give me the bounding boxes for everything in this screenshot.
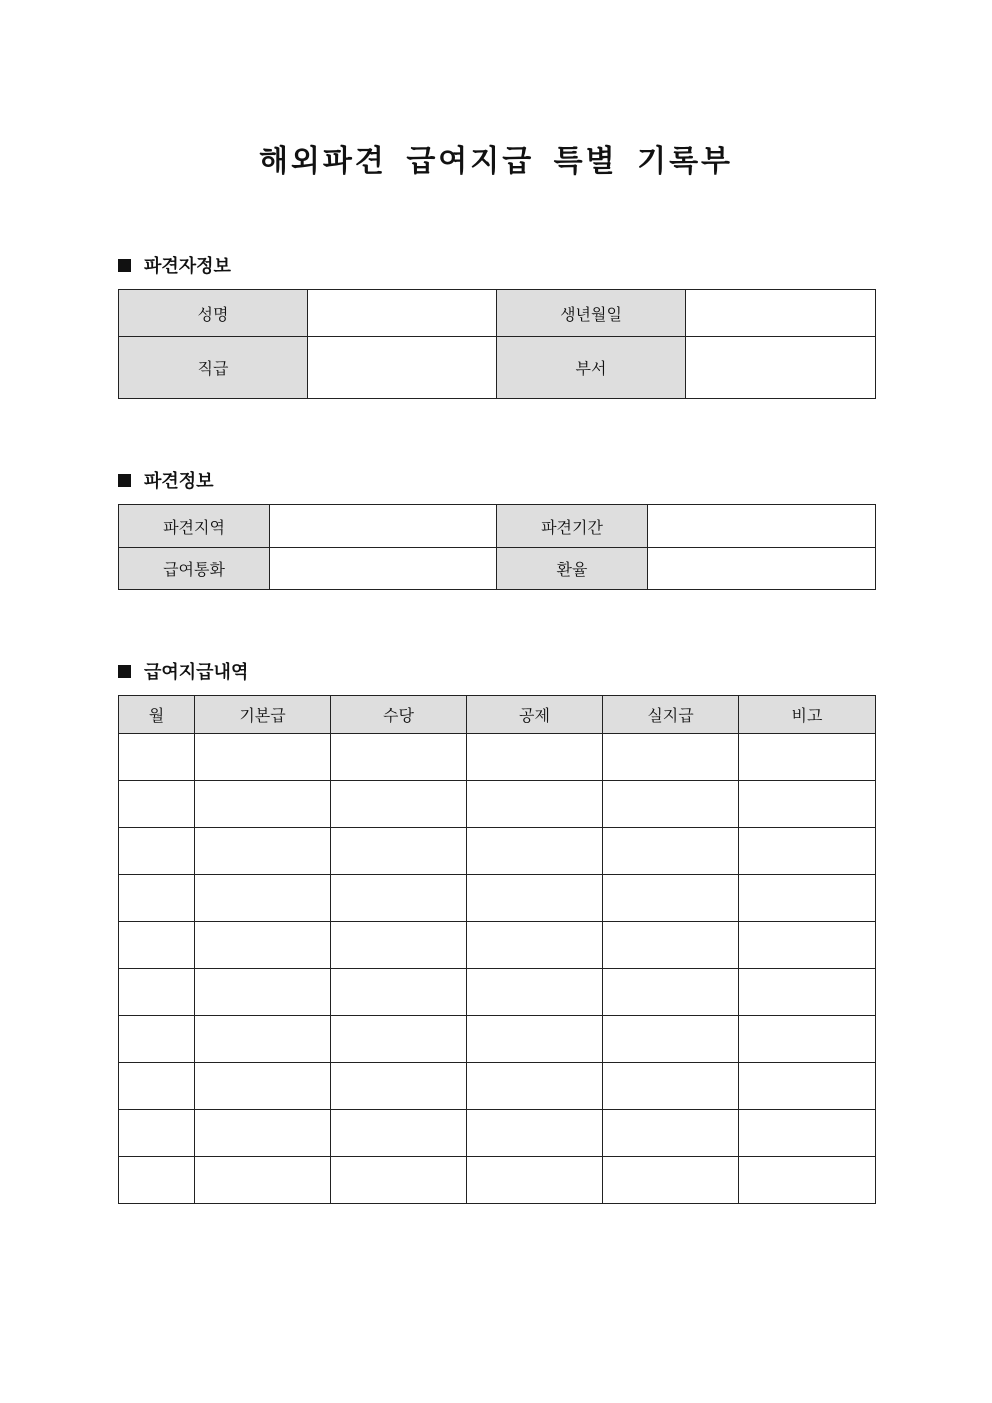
section-title: 파견정보 <box>144 471 214 492</box>
department-field[interactable] <box>686 337 876 399</box>
month-cell[interactable] <box>119 1157 195 1204</box>
dispatch-region-field[interactable] <box>270 505 497 548</box>
square-bullet-icon <box>118 259 131 272</box>
month-cell[interactable] <box>119 828 195 875</box>
deduction-cell[interactable] <box>467 734 603 781</box>
net-pay-cell[interactable] <box>603 1157 739 1204</box>
section-heading-payroll <box>118 659 248 683</box>
table-row <box>119 337 876 399</box>
document-title: 해외파견 급여지급 특별 기록부 <box>258 144 734 179</box>
deduction-cell[interactable] <box>467 1157 603 1204</box>
remarks-cell[interactable] <box>739 922 876 969</box>
table-row <box>119 875 876 922</box>
net-pay-cell[interactable] <box>603 781 739 828</box>
exchange-rate-field[interactable] <box>648 548 876 590</box>
table-row <box>119 781 876 828</box>
table-row <box>119 290 876 337</box>
label-department: 부서 <box>497 337 686 399</box>
rank-field[interactable] <box>308 337 497 399</box>
column-header-remarks: 비고 <box>739 696 876 734</box>
base-pay-cell[interactable] <box>195 781 331 828</box>
month-cell[interactable] <box>119 1016 195 1063</box>
label-birthdate: 생년월일 <box>497 290 686 337</box>
deduction-cell[interactable] <box>467 875 603 922</box>
table-row <box>119 969 876 1016</box>
birthdate-field[interactable] <box>686 290 876 337</box>
deduction-cell[interactable] <box>467 969 603 1016</box>
square-bullet-icon <box>118 665 131 678</box>
column-header-deduction: 공제 <box>467 696 603 734</box>
deduction-cell[interactable] <box>467 1063 603 1110</box>
deduction-cell[interactable] <box>467 1016 603 1063</box>
remarks-cell[interactable] <box>739 734 876 781</box>
remarks-cell[interactable] <box>739 969 876 1016</box>
net-pay-cell[interactable] <box>603 1110 739 1157</box>
table-row <box>119 734 876 781</box>
base-pay-cell[interactable] <box>195 1110 331 1157</box>
base-pay-cell[interactable] <box>195 828 331 875</box>
allowance-cell[interactable] <box>331 1063 467 1110</box>
column-header-base-pay: 기본급 <box>195 696 331 734</box>
table-row <box>119 548 876 590</box>
net-pay-cell[interactable] <box>603 734 739 781</box>
remarks-cell[interactable] <box>739 1157 876 1204</box>
section-heading-dispatch-info <box>118 468 214 492</box>
deduction-cell[interactable] <box>467 781 603 828</box>
allowance-cell[interactable] <box>331 875 467 922</box>
label-dispatch-period: 파견기간 <box>497 505 648 548</box>
payroll-rows <box>119 734 876 1204</box>
table-row <box>119 1157 876 1204</box>
remarks-cell[interactable] <box>739 1063 876 1110</box>
allowance-cell[interactable] <box>331 828 467 875</box>
remarks-cell[interactable] <box>739 1110 876 1157</box>
dispatch-info-table <box>118 504 876 590</box>
table-row <box>119 1110 876 1157</box>
deduction-cell[interactable] <box>467 922 603 969</box>
allowance-cell[interactable] <box>331 734 467 781</box>
label-pay-currency: 급여통화 <box>119 548 270 590</box>
deduction-cell[interactable] <box>467 828 603 875</box>
allowance-cell[interactable] <box>331 1016 467 1063</box>
net-pay-cell[interactable] <box>603 1063 739 1110</box>
month-cell[interactable] <box>119 875 195 922</box>
dispatch-period-field[interactable] <box>648 505 876 548</box>
month-cell[interactable] <box>119 734 195 781</box>
remarks-cell[interactable] <box>739 1016 876 1063</box>
table-row <box>119 1016 876 1063</box>
square-bullet-icon <box>118 474 131 487</box>
section-title: 파견자정보 <box>144 256 231 277</box>
net-pay-cell[interactable] <box>603 828 739 875</box>
column-header-month: 월 <box>119 696 195 734</box>
label-dispatch-region: 파견지역 <box>119 505 270 548</box>
table-row <box>119 505 876 548</box>
remarks-cell[interactable] <box>739 781 876 828</box>
month-cell[interactable] <box>119 1110 195 1157</box>
base-pay-cell[interactable] <box>195 1157 331 1204</box>
table-row <box>119 828 876 875</box>
month-cell[interactable] <box>119 969 195 1016</box>
remarks-cell[interactable] <box>739 828 876 875</box>
label-name: 성명 <box>119 290 308 337</box>
allowance-cell[interactable] <box>331 781 467 828</box>
name-field[interactable] <box>308 290 497 337</box>
column-header-net-pay: 실지급 <box>603 696 739 734</box>
label-rank: 직급 <box>119 337 308 399</box>
net-pay-cell[interactable] <box>603 922 739 969</box>
net-pay-cell[interactable] <box>603 969 739 1016</box>
base-pay-cell[interactable] <box>195 734 331 781</box>
remarks-cell[interactable] <box>739 875 876 922</box>
dispatch-person-table <box>118 289 876 399</box>
net-pay-cell[interactable] <box>603 875 739 922</box>
base-pay-cell[interactable] <box>195 1016 331 1063</box>
base-pay-cell[interactable] <box>195 1063 331 1110</box>
allowance-cell[interactable] <box>331 922 467 969</box>
base-pay-cell[interactable] <box>195 875 331 922</box>
allowance-cell[interactable] <box>331 969 467 1016</box>
section-heading-dispatch-person <box>118 253 231 277</box>
base-pay-cell[interactable] <box>195 922 331 969</box>
pay-currency-field[interactable] <box>270 548 497 590</box>
label-exchange-rate: 환율 <box>497 548 648 590</box>
section-title: 급여지급내역 <box>144 662 249 683</box>
month-cell[interactable] <box>119 781 195 828</box>
allowance-cell[interactable] <box>331 1157 467 1204</box>
table-row <box>119 1063 876 1110</box>
table-header-row <box>119 696 876 734</box>
allowance-cell[interactable] <box>331 1110 467 1157</box>
table-row <box>119 922 876 969</box>
month-cell[interactable] <box>119 1063 195 1110</box>
base-pay-cell[interactable] <box>195 969 331 1016</box>
month-cell[interactable] <box>119 922 195 969</box>
payroll-table <box>118 695 876 1204</box>
deduction-cell[interactable] <box>467 1110 603 1157</box>
column-header-allowance: 수당 <box>331 696 467 734</box>
net-pay-cell[interactable] <box>603 1016 739 1063</box>
